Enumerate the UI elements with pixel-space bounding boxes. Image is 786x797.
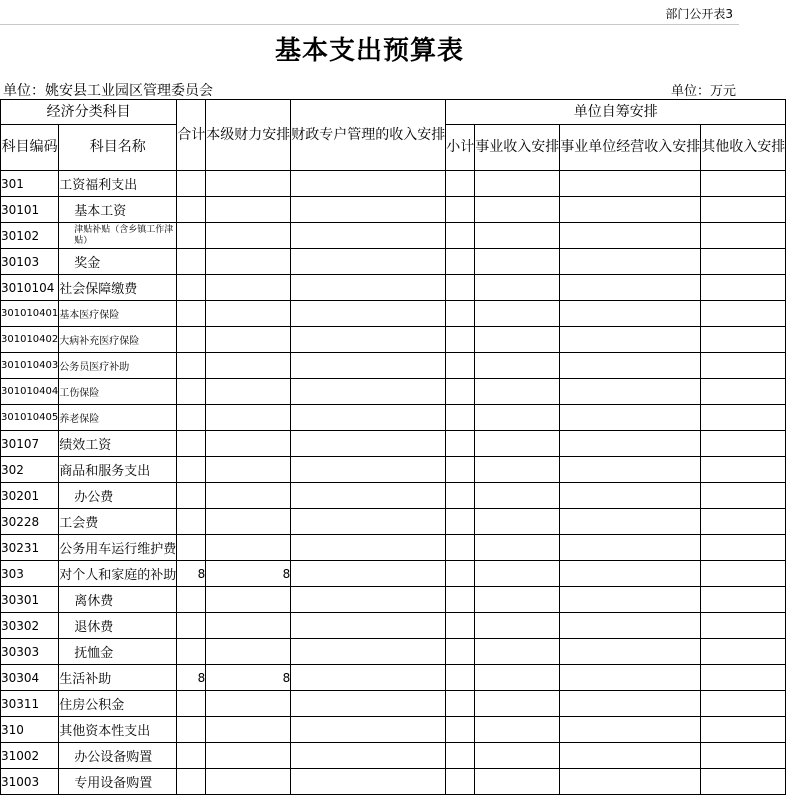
row-other-income (701, 613, 786, 639)
row-operating-income (560, 561, 701, 587)
table-row (1, 379, 786, 405)
row-special-account (291, 457, 446, 483)
row-other-income (701, 483, 786, 509)
row-operating-income (560, 405, 701, 431)
row-subtotal (446, 301, 475, 327)
row-subtotal (446, 535, 475, 561)
row-total (177, 587, 206, 613)
row-local-funds (206, 717, 291, 743)
row-code: 301010405 (1, 405, 59, 431)
row-total (177, 223, 206, 249)
table-row (1, 431, 786, 457)
row-name: 工会费 (59, 509, 177, 535)
row-operating-income (560, 275, 701, 301)
row-operating-income (560, 379, 701, 405)
row-local-funds (206, 431, 291, 457)
table-row (1, 483, 786, 509)
row-operating-income (560, 301, 701, 327)
row-operating-income (560, 483, 701, 509)
row-other-income (701, 509, 786, 535)
row-other-income (701, 171, 786, 197)
row-subtotal (446, 665, 475, 691)
row-biz-income (475, 431, 560, 457)
header-name: 科目名称 (59, 125, 177, 171)
row-local-funds (206, 743, 291, 769)
row-special-account (291, 483, 446, 509)
row-biz-income (475, 197, 560, 223)
row-name: 养老保险 (59, 405, 177, 431)
row-name: 津贴补贴（含乡镇工作津贴） (59, 223, 177, 249)
row-local-funds (206, 483, 291, 509)
row-total (177, 535, 206, 561)
row-special-account (291, 743, 446, 769)
row-special-account (291, 561, 446, 587)
row-code: 301010403 (1, 353, 59, 379)
row-other-income (701, 561, 786, 587)
row-other-income (701, 379, 786, 405)
row-code: 301010402 (1, 327, 59, 353)
row-other-income (701, 639, 786, 665)
row-biz-income (475, 717, 560, 743)
row-code: 30304 (1, 665, 59, 691)
row-subtotal (446, 197, 475, 223)
row-total (177, 249, 206, 275)
row-operating-income (560, 639, 701, 665)
row-other-income (701, 431, 786, 457)
row-special-account (291, 275, 446, 301)
row-other-income (701, 691, 786, 717)
row-subtotal (446, 587, 475, 613)
row-local-funds (206, 353, 291, 379)
row-total (177, 171, 206, 197)
row-total (177, 353, 206, 379)
header-self-raised: 单位自筹安排 (446, 100, 786, 125)
row-subtotal (446, 769, 475, 795)
table-row (1, 769, 786, 795)
row-code: 30311 (1, 691, 59, 717)
row-operating-income (560, 249, 701, 275)
row-local-funds: 8 (206, 665, 291, 691)
row-operating-income (560, 197, 701, 223)
row-special-account (291, 717, 446, 743)
row-special-account (291, 301, 446, 327)
row-operating-income (560, 691, 701, 717)
row-subtotal (446, 561, 475, 587)
row-local-funds (206, 587, 291, 613)
row-special-account (291, 405, 446, 431)
row-biz-income (475, 483, 560, 509)
row-other-income (701, 327, 786, 353)
row-code: 310 (1, 717, 59, 743)
row-code: 30201 (1, 483, 59, 509)
row-total (177, 197, 206, 223)
row-biz-income (475, 249, 560, 275)
row-operating-income (560, 223, 701, 249)
row-total (177, 743, 206, 769)
row-code: 303 (1, 561, 59, 587)
row-subtotal (446, 691, 475, 717)
row-total (177, 613, 206, 639)
row-local-funds (206, 197, 291, 223)
row-other-income (701, 353, 786, 379)
row-code: 30303 (1, 639, 59, 665)
row-local-funds (206, 405, 291, 431)
row-local-funds (206, 249, 291, 275)
table-row (1, 743, 786, 769)
form-number: 部门公开表3 (665, 7, 733, 21)
row-name: 社会保障缴费 (59, 275, 177, 301)
row-operating-income (560, 327, 701, 353)
row-name: 基本工资 (59, 197, 177, 223)
table-row (1, 613, 786, 639)
row-code: 301010404 (1, 379, 59, 405)
row-operating-income (560, 665, 701, 691)
row-special-account (291, 249, 446, 275)
table-row (1, 353, 786, 379)
row-other-income (701, 197, 786, 223)
table-row (1, 509, 786, 535)
row-biz-income (475, 561, 560, 587)
row-total (177, 483, 206, 509)
table-row (1, 639, 786, 665)
row-local-funds (206, 327, 291, 353)
row-biz-income (475, 301, 560, 327)
row-special-account (291, 431, 446, 457)
row-total (177, 301, 206, 327)
row-subtotal (446, 613, 475, 639)
table-row (1, 197, 786, 223)
row-total (177, 431, 206, 457)
row-biz-income (475, 327, 560, 353)
row-special-account (291, 535, 446, 561)
row-biz-income (475, 743, 560, 769)
row-special-account (291, 379, 446, 405)
row-biz-income (475, 275, 560, 301)
row-subtotal (446, 379, 475, 405)
row-subtotal (446, 457, 475, 483)
currency-unit: 单位：万元 (670, 84, 736, 99)
row-name: 大病补充医疗保险 (59, 327, 177, 353)
row-total (177, 275, 206, 301)
row-local-funds (206, 223, 291, 249)
row-name: 办公费 (59, 483, 177, 509)
row-local-funds (206, 275, 291, 301)
table-row (1, 535, 786, 561)
row-operating-income (560, 171, 701, 197)
row-other-income (701, 743, 786, 769)
header-subtotal: 小计 (446, 125, 475, 171)
table-row (1, 223, 786, 249)
row-subtotal (446, 717, 475, 743)
row-other-income (701, 405, 786, 431)
row-total: 8 (177, 665, 206, 691)
row-local-funds (206, 691, 291, 717)
row-biz-income (475, 535, 560, 561)
table-row (1, 171, 786, 197)
row-operating-income (560, 509, 701, 535)
header-other-income: 其他收入安排 (701, 125, 786, 171)
table-row (1, 405, 786, 431)
row-biz-income (475, 769, 560, 795)
row-special-account (291, 587, 446, 613)
row-subtotal (446, 483, 475, 509)
row-special-account (291, 613, 446, 639)
row-subtotal (446, 405, 475, 431)
row-other-income (701, 275, 786, 301)
row-local-funds (206, 769, 291, 795)
row-special-account (291, 665, 446, 691)
row-biz-income (475, 587, 560, 613)
table-row (1, 275, 786, 301)
row-code: 30103 (1, 249, 59, 275)
row-local-funds (206, 301, 291, 327)
row-code: 30231 (1, 535, 59, 561)
row-special-account (291, 353, 446, 379)
row-name: 基本医疗保险 (59, 301, 177, 327)
row-operating-income (560, 613, 701, 639)
header-total: 合计 (177, 100, 206, 171)
table-row (1, 587, 786, 613)
row-code: 30107 (1, 431, 59, 457)
row-operating-income (560, 769, 701, 795)
row-subtotal (446, 353, 475, 379)
row-code: 30301 (1, 587, 59, 613)
row-total (177, 769, 206, 795)
header-operating-income: 事业单位经营收入安排 (560, 125, 701, 171)
row-biz-income (475, 171, 560, 197)
row-biz-income (475, 457, 560, 483)
row-name: 公务员医疗补助 (59, 353, 177, 379)
row-biz-income (475, 405, 560, 431)
header-special-account: 财政专户管理的收入安排 (291, 100, 446, 171)
row-special-account (291, 509, 446, 535)
row-subtotal (446, 743, 475, 769)
header-biz-income: 事业收入安排 (475, 125, 560, 171)
row-total (177, 405, 206, 431)
row-local-funds (206, 457, 291, 483)
row-total (177, 457, 206, 483)
row-subtotal (446, 275, 475, 301)
row-code: 301010401 (1, 301, 59, 327)
row-special-account (291, 769, 446, 795)
row-biz-income (475, 509, 560, 535)
row-other-income (701, 301, 786, 327)
row-name: 离休费 (59, 587, 177, 613)
row-local-funds: 8 (206, 561, 291, 587)
row-operating-income (560, 535, 701, 561)
row-subtotal (446, 639, 475, 665)
row-local-funds (206, 535, 291, 561)
row-other-income (701, 223, 786, 249)
row-code: 31002 (1, 743, 59, 769)
row-biz-income (475, 613, 560, 639)
row-total (177, 639, 206, 665)
row-name: 工伤保险 (59, 379, 177, 405)
row-total (177, 509, 206, 535)
row-code: 301 (1, 171, 59, 197)
row-name: 对个人和家庭的补助 (59, 561, 177, 587)
table-row (1, 249, 786, 275)
row-total (177, 717, 206, 743)
row-operating-income (560, 587, 701, 613)
row-operating-income (560, 457, 701, 483)
row-special-account (291, 327, 446, 353)
row-total (177, 379, 206, 405)
table-row (1, 457, 786, 483)
row-other-income (701, 587, 786, 613)
row-special-account (291, 197, 446, 223)
row-special-account (291, 639, 446, 665)
row-biz-income (475, 691, 560, 717)
row-code: 30102 (1, 223, 59, 249)
table-row (1, 691, 786, 717)
table-row (1, 561, 786, 587)
header-econ-category: 经济分类科目 (1, 100, 177, 125)
row-total: 8 (177, 561, 206, 587)
row-biz-income (475, 223, 560, 249)
table-row (1, 665, 786, 691)
row-code: 3010104 (1, 275, 59, 301)
row-special-account (291, 691, 446, 717)
row-name: 抚恤金 (59, 639, 177, 665)
row-subtotal (446, 509, 475, 535)
row-code: 30101 (1, 197, 59, 223)
row-name: 其他资本性支出 (59, 717, 177, 743)
row-name: 工资福利支出 (59, 171, 177, 197)
row-biz-income (475, 639, 560, 665)
row-operating-income (560, 743, 701, 769)
page-title: 基本支出预算表 (274, 36, 464, 66)
row-name: 绩效工资 (59, 431, 177, 457)
table-row (1, 301, 786, 327)
row-special-account (291, 223, 446, 249)
row-code: 302 (1, 457, 59, 483)
table-row (1, 717, 786, 743)
row-special-account (291, 171, 446, 197)
unit-name: 单位：姚安县工业园区管理委员会 (3, 83, 213, 99)
row-subtotal (446, 327, 475, 353)
table-row (1, 327, 786, 353)
row-code: 31003 (1, 769, 59, 795)
row-total (177, 691, 206, 717)
row-other-income (701, 535, 786, 561)
row-name: 退休费 (59, 613, 177, 639)
row-name: 商品和服务支出 (59, 457, 177, 483)
row-local-funds (206, 379, 291, 405)
row-subtotal (446, 249, 475, 275)
row-total (177, 327, 206, 353)
row-other-income (701, 769, 786, 795)
row-code: 30302 (1, 613, 59, 639)
row-name: 公务用车运行维护费 (59, 535, 177, 561)
row-operating-income (560, 353, 701, 379)
row-name: 奖金 (59, 249, 177, 275)
row-code: 30228 (1, 509, 59, 535)
row-operating-income (560, 431, 701, 457)
row-local-funds (206, 639, 291, 665)
row-name: 住房公积金 (59, 691, 177, 717)
row-local-funds (206, 509, 291, 535)
row-other-income (701, 249, 786, 275)
row-subtotal (446, 223, 475, 249)
row-operating-income (560, 717, 701, 743)
row-local-funds (206, 613, 291, 639)
row-other-income (701, 457, 786, 483)
row-biz-income (475, 665, 560, 691)
header-code: 科目编码 (1, 125, 59, 171)
row-biz-income (475, 379, 560, 405)
row-subtotal (446, 431, 475, 457)
budget-table (0, 99, 786, 795)
row-name: 办公设备购置 (59, 743, 177, 769)
row-biz-income (475, 353, 560, 379)
header-local-funds: 本级财力安排 (206, 100, 291, 171)
row-subtotal (446, 171, 475, 197)
row-name: 生活补助 (59, 665, 177, 691)
row-other-income (701, 665, 786, 691)
row-local-funds (206, 171, 291, 197)
row-name: 专用设备购置 (59, 769, 177, 795)
row-other-income (701, 717, 786, 743)
